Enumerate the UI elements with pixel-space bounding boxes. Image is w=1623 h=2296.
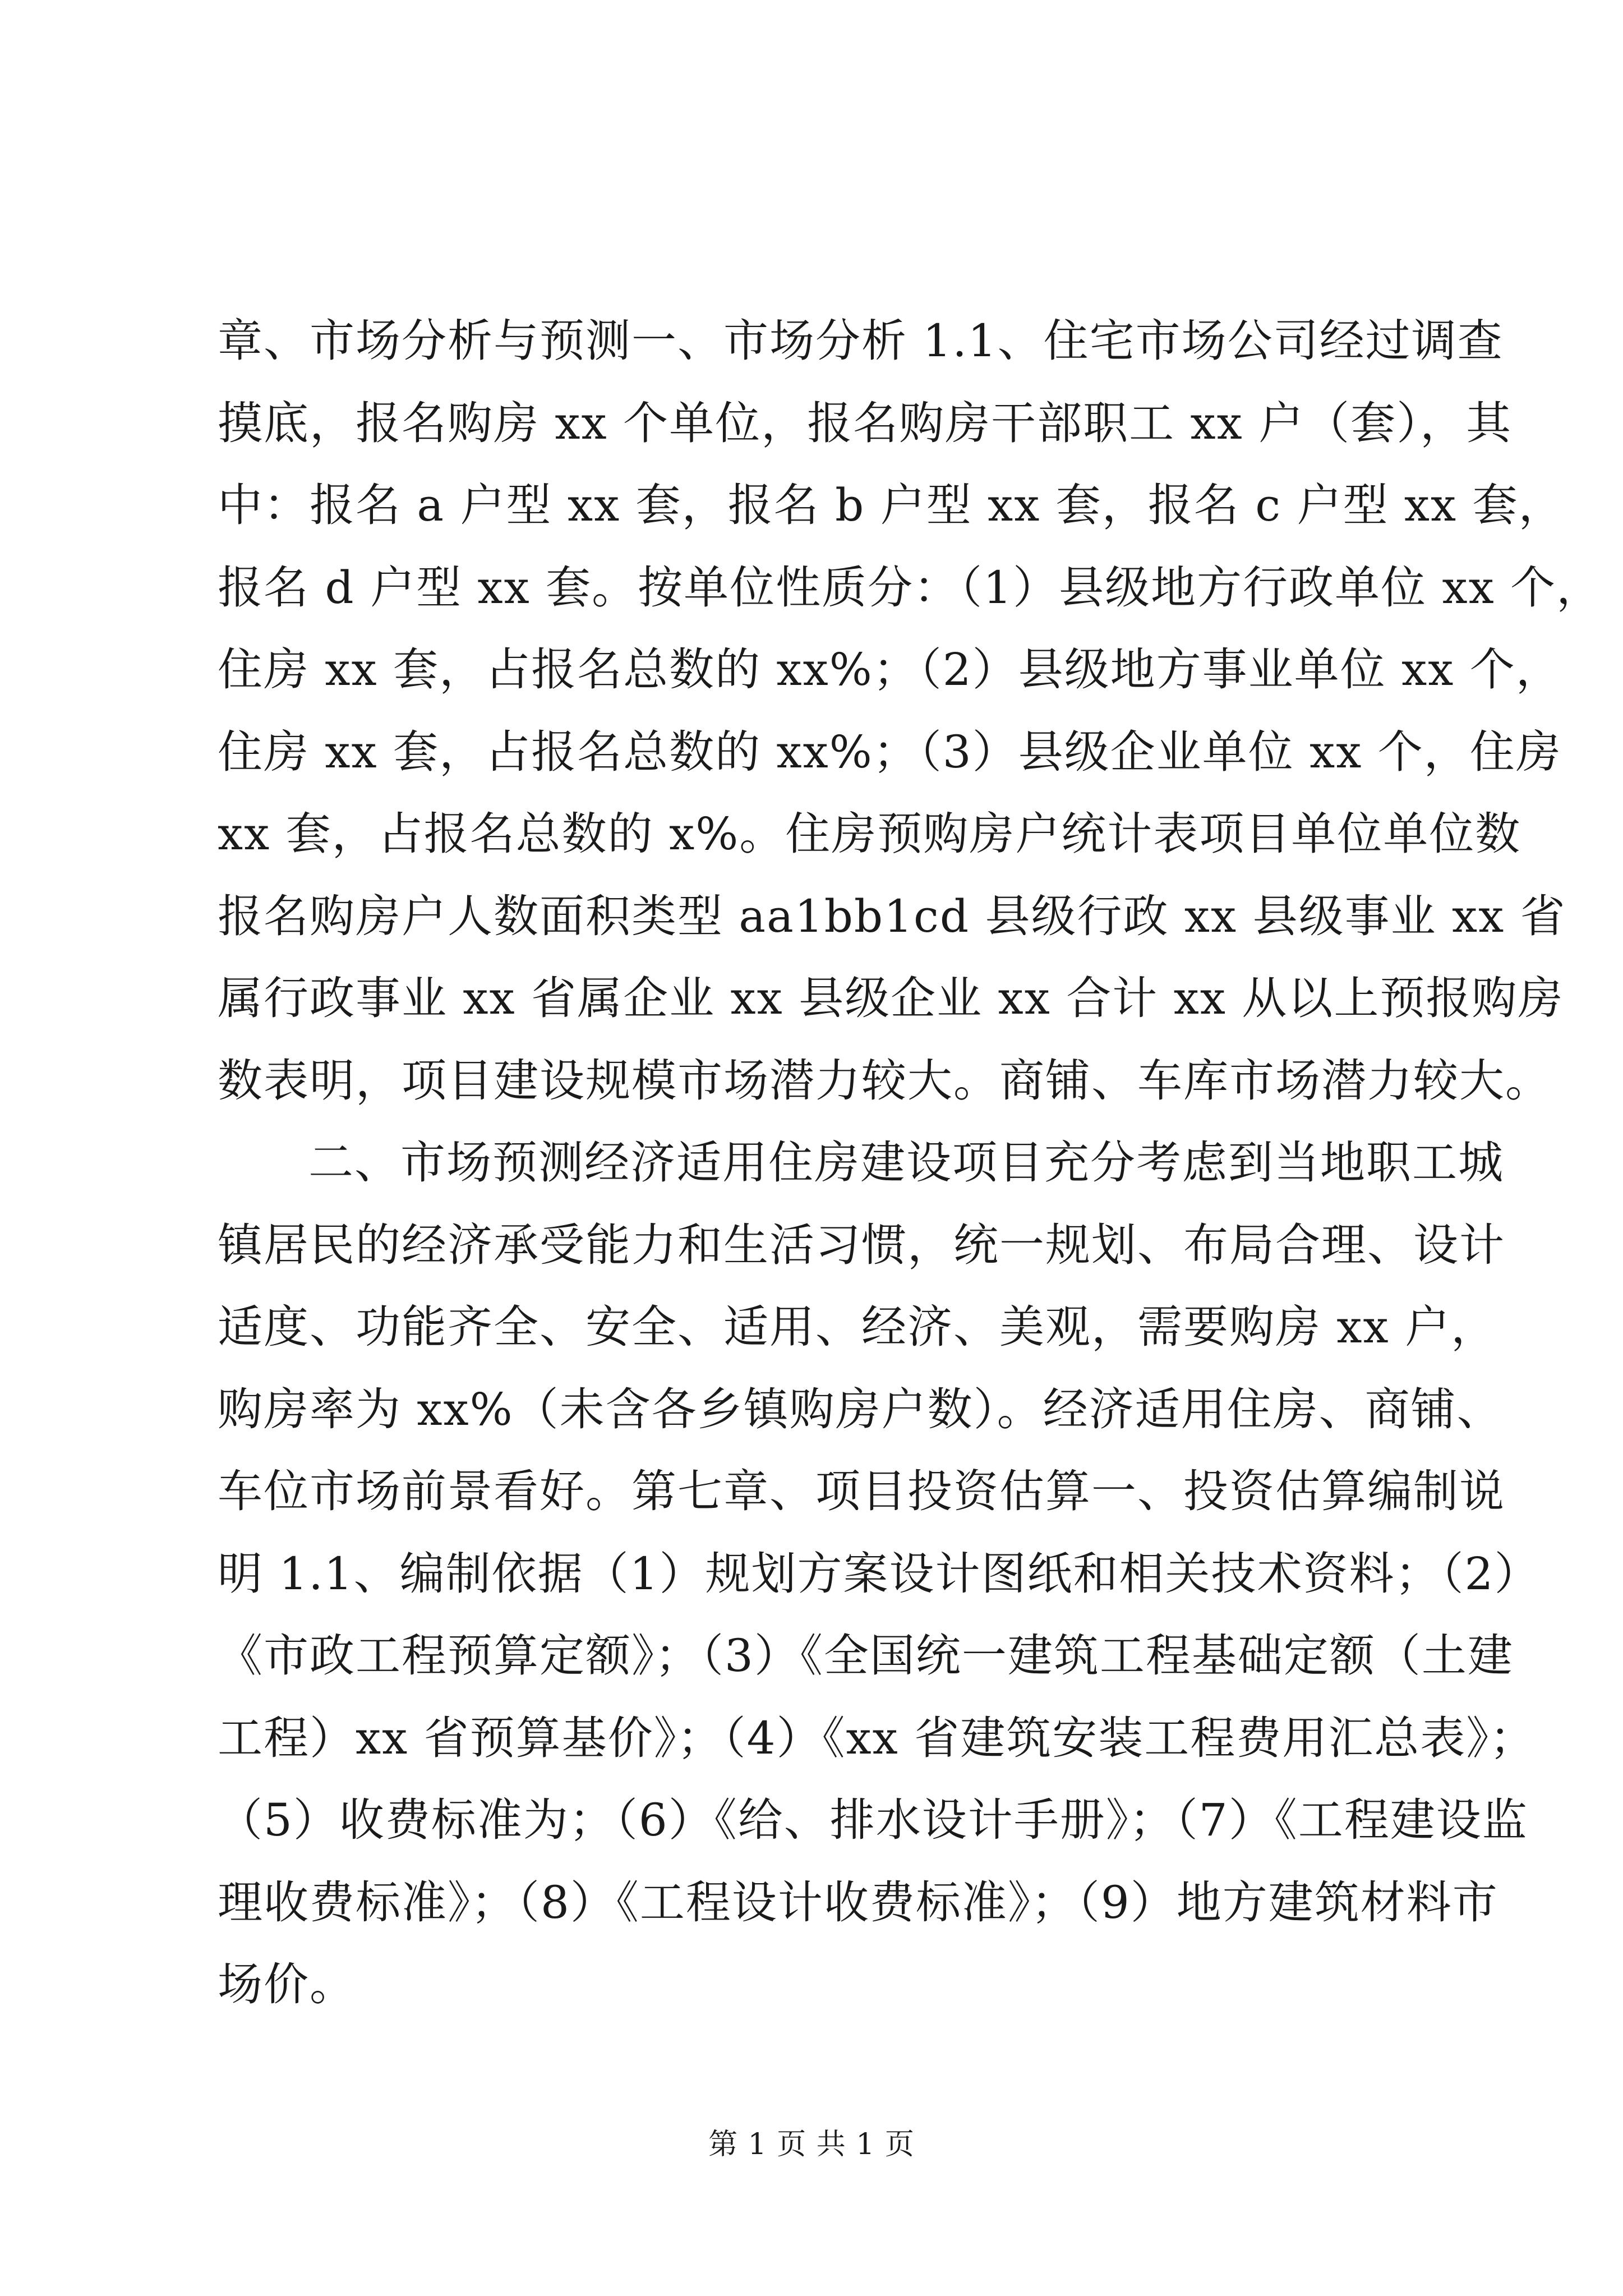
text-line: 场价。 xyxy=(218,1958,356,2010)
text-line: 住房 xx 套，占报名总数的 xx%；（3）县级企业单位 xx 个，住房 xyxy=(218,725,1562,778)
text-line: 数表明，项目建设规模市场潜力较大。商铺、车库市场潜力较大。 xyxy=(218,1054,1551,1107)
text-line: 工程）xx 省预算基价》；（4）《xx 省建筑安装工程费用汇总表》； xyxy=(218,1711,1536,1764)
text-line: 适度、功能齐全、安全、适用、经济、美观，需要购房 xx 户， xyxy=(218,1301,1497,1353)
text-line: 摸底，报名购房 xx 个单位，报名购房干部职工 xx 户（套），其 xyxy=(218,397,1513,449)
text-line: 理收费标准》；（8）《工程设计收费标准》；（9）地方建筑材料市 xyxy=(218,1876,1498,1929)
text-line: 镇居民的经济承受能力和生活习惯，统一规划、布局合理、设计 xyxy=(218,1218,1505,1271)
text-line: 中：报名 a 户型 xx 套，报名 b 户型 xx 套，报名 c 户型 xx 套， xyxy=(218,479,1565,531)
text-line: 车位市场前景看好。第七章、项目投资估算一、投资估算编制说 xyxy=(218,1465,1505,1517)
text-line: 属行政事业 xx 省属企业 xx 县级企业 xx 合计 xx 从以上预报购房 xyxy=(218,972,1564,1024)
document-body xyxy=(218,300,1603,2026)
text-line: 报名购房户人数面积类型 aa1bb1cd 县级行政 xx 县级事业 xx 省 xyxy=(218,890,1566,942)
text-line: 报名 d 户型 xx 套。按单位性质分：（1）县级地方行政单位 xx 个， xyxy=(218,561,1603,614)
text-line: 《市政工程预算定额》；（3）《全国统一建筑工程基础定额（土建 xyxy=(218,1630,1514,1682)
text-line: xx 套，占报名总数的 x%。住房预购房户统计表项目单位单位数 xyxy=(218,808,1521,860)
text-line: 住房 xx 套，占报名总数的 xx%；（2）县级地方事业单位 xx 个， xyxy=(218,643,1562,696)
text-line: 明 1.1、编制依据（1）规划方案设计图纸和相关技术资料；（2） xyxy=(218,1547,1541,1600)
text-line: 购房率为 xx%（未含各乡镇购房户数）。经济适用住房、商铺、 xyxy=(218,1383,1503,1435)
text-line: 章、市场分析与预测一、市场分析 1.1、住宅市场公司经过调查 xyxy=(218,315,1504,367)
page-footer: 第 1 页 共 1 页 xyxy=(708,2128,915,2161)
paragraph-start-line: 二、市场预测经济适用住房建设项目充分考虑到当地职工城 xyxy=(308,1137,1504,1189)
text-line: （5）收费标准为；（6）《给、排水设计手册》；（7）《工程建设监 xyxy=(218,1794,1528,1846)
